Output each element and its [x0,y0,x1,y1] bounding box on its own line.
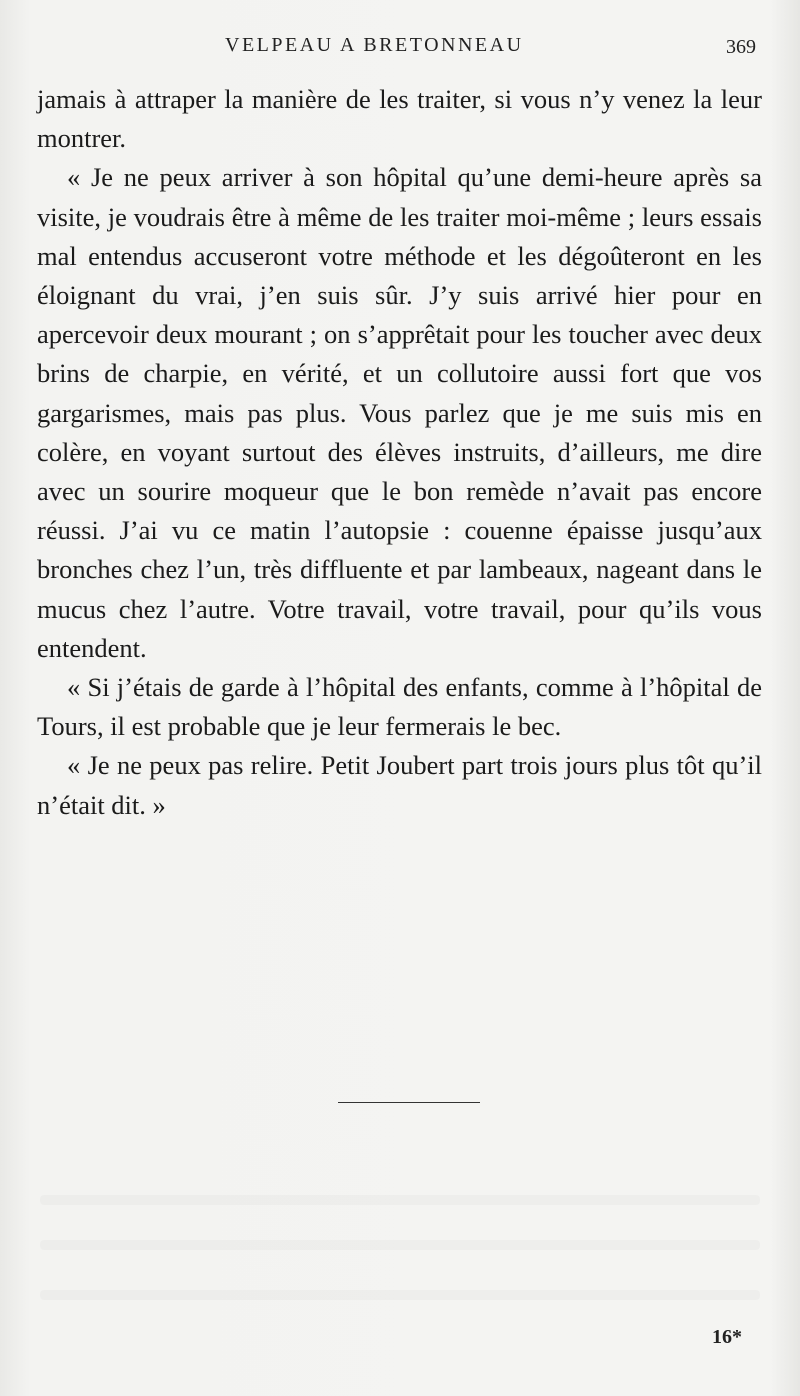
paragraph: « Je ne peux arriver à son hôpital qu’une demi-heure après sa visite, je voudrais être à même de les traiter moi-même ; leurs essais mal entendus accuseront votre méthode et les dégoûteront en les éloignant du vrai, j’en suis sûr. J’y suis arrivé hier pour en apercevoir deux mourant ; on s’apprêtait pour les toucher avec deux brins de charpie, en vérité, et un collutoire aussi fort que vos gargarismes, mais pas plus. Vous parlez que je me suis mis en colère, en voyant surtout des élèves instruits, d’ailleurs, me dire avec un sourire moqueur que le bon remède n’avait pas encore réussi. J’ai vu ce matin l’autopsie : couenne épaisse jusqu’aux bronches chez l’un, très diffluente et par lambeaux, nageant dans le mucus chez l’autre. Votre travail, votre travail, pour qu’ils vous entendent. [37,162,762,663]
paragraph: jamais à attraper la manière de les traiter, si vous n’y venez la leur montrer. [37,84,762,154]
running-title: VELPEAU A BRETONNEAU [225,34,524,56]
paragraph: « Si j’étais de garde à l’hôpital des enfants, comme à l’hôpital de Tours, il est probable que je leur fermerais le bec. [37,672,762,742]
show-through-text [40,1195,760,1205]
letter-body [37,80,762,825]
signature-mark: 16* [712,1326,742,1348]
show-through-text [40,1290,760,1300]
paragraph: « Je ne peux pas relire. Petit Joubert part trois jours plus tôt qu’il n’était dit. » [37,750,762,820]
show-through-text [40,1240,760,1250]
page-number: 369 [726,36,756,58]
section-divider [338,1102,480,1103]
